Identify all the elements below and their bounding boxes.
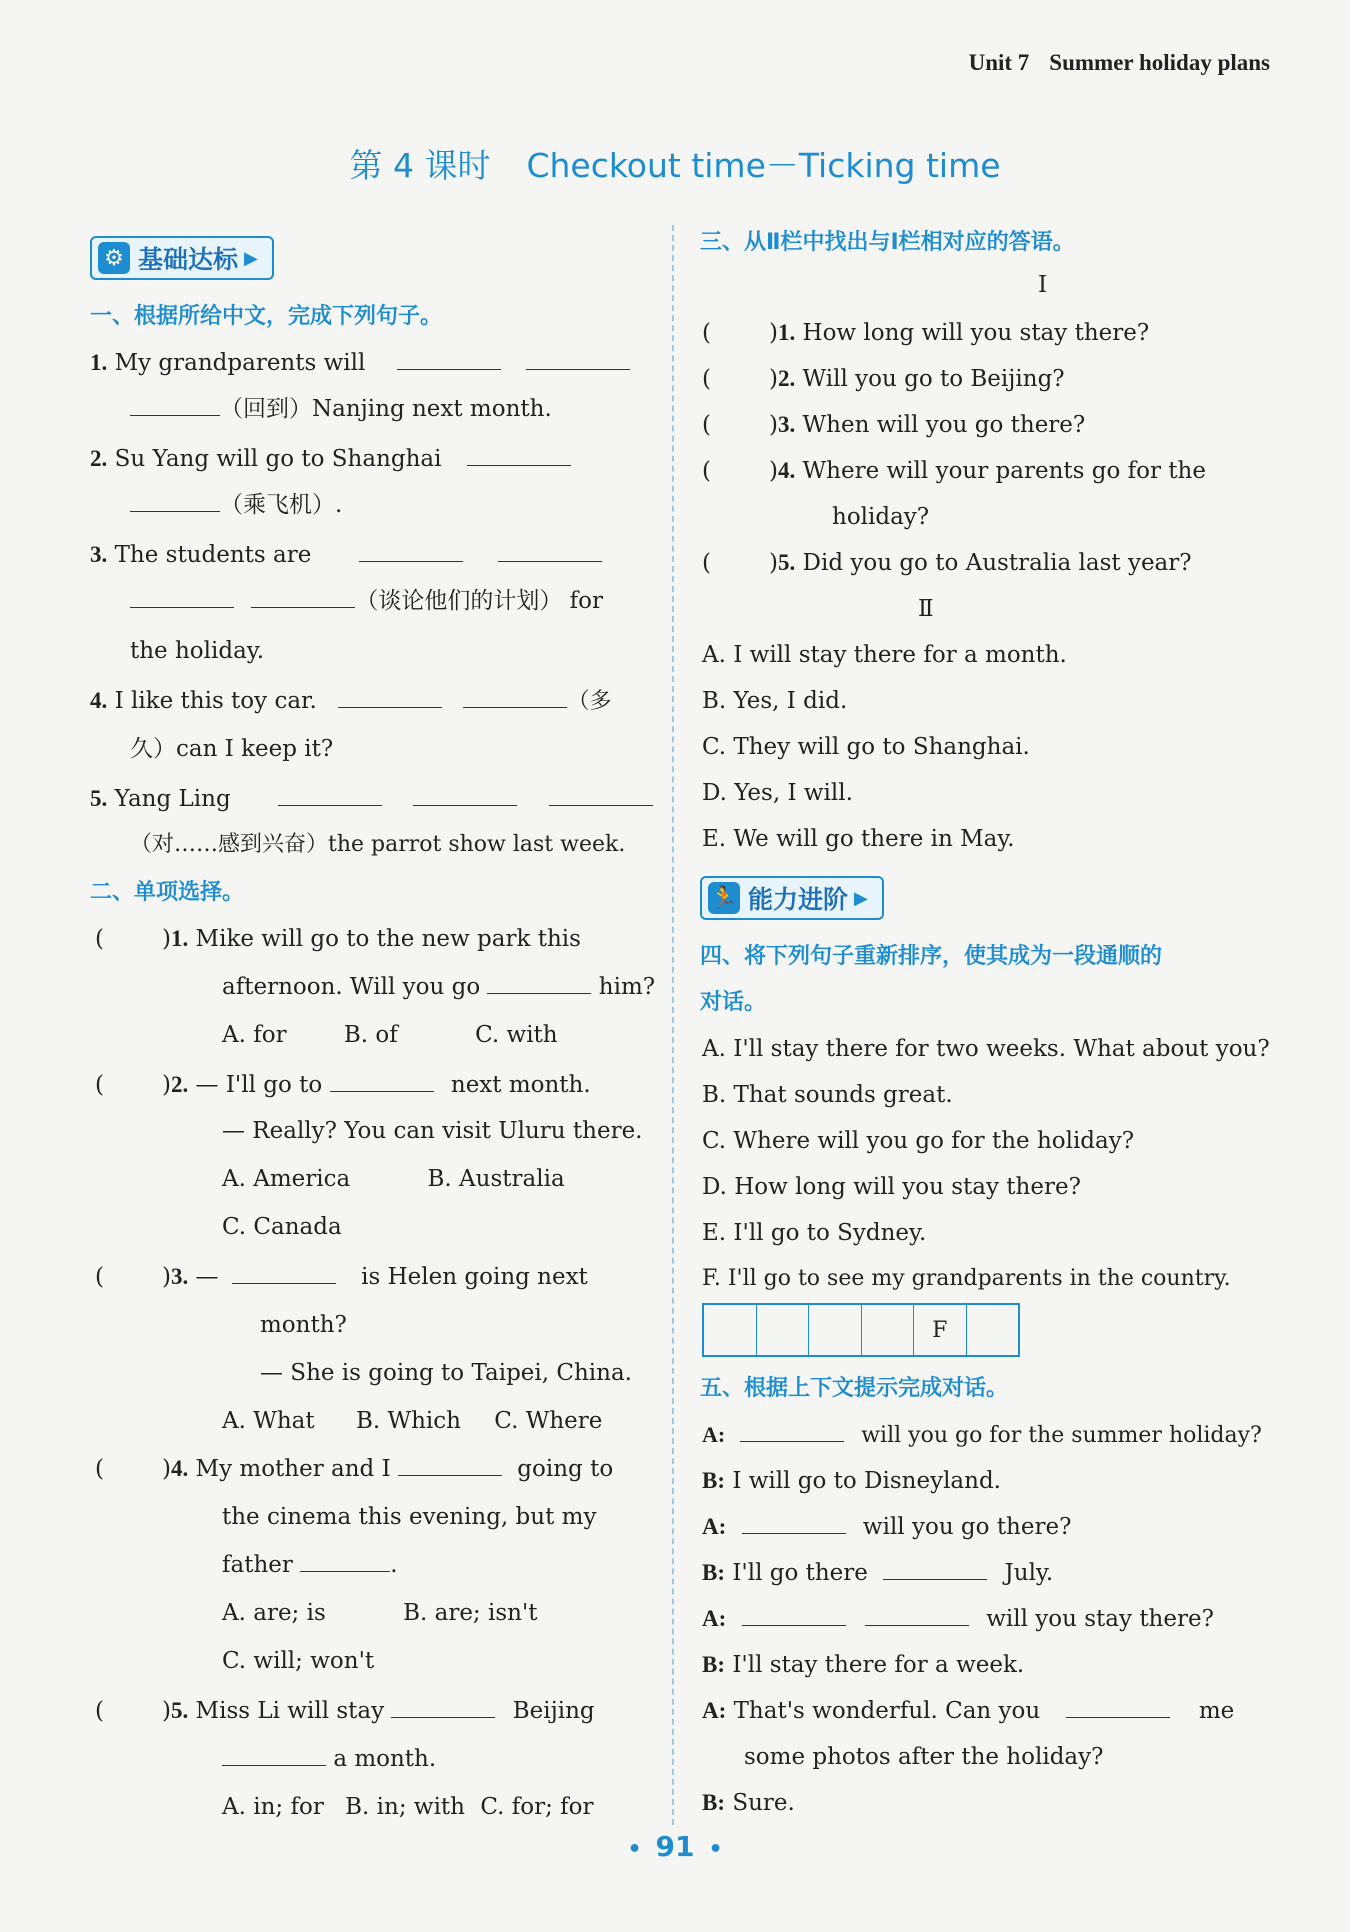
p1-line-2: （回到）Nanjing next month. <box>130 386 552 432</box>
col2-label: Ⅱ <box>918 596 934 622</box>
p4-sentence-f: F. I'll go to see my grandparents in the country. <box>702 1266 1231 1291</box>
blank[interactable] <box>232 1261 336 1284</box>
option-a[interactable]: A. for <box>222 1022 287 1048</box>
blank[interactable] <box>1066 1695 1170 1718</box>
p3-answer-e: E. We will go there in May. <box>702 826 1015 852</box>
blank[interactable] <box>222 1743 326 1766</box>
option-c[interactable]: C. for; for <box>480 1794 594 1820</box>
lesson-prefix: 第 4 课时 <box>349 146 491 185</box>
p1-line-7: the holiday. <box>130 638 265 664</box>
p3-q5: ( )5. Did you go to Australia last year? <box>702 550 1192 576</box>
blank[interactable] <box>359 539 463 562</box>
blank[interactable] <box>467 443 571 466</box>
answer-cell[interactable] <box>862 1305 915 1355</box>
blank[interactable] <box>391 1695 495 1718</box>
running-head <box>969 50 1270 76</box>
p1-line-4: （乘飞机）. <box>130 482 342 528</box>
col1-label: Ⅰ <box>1038 272 1048 298</box>
advanced-badge-label: 能力进阶 <box>748 885 849 914</box>
answer-cell[interactable] <box>757 1305 810 1355</box>
option-c[interactable]: C. with <box>475 1022 558 1048</box>
blank[interactable] <box>487 971 591 994</box>
p5-line-8: some photos after the holiday? <box>744 1744 1104 1770</box>
blank[interactable] <box>338 685 442 708</box>
p5-line-6: B: I'll stay there for a week. <box>702 1652 1025 1678</box>
p1-line-1: 1. My grandparents will <box>90 340 630 386</box>
p5-line-1: A: will you go for the summer holiday? <box>702 1412 1262 1459</box>
p3-answer-b: B. Yes, I did. <box>702 688 848 714</box>
part4-title-1: 四、将下列句子重新排序，使其成为一段通顺的 <box>700 944 1163 969</box>
part3-title: 三、从Ⅱ栏中找出与Ⅰ栏相对应的答语。 <box>700 230 1075 255</box>
p2-q1-options <box>222 1012 558 1058</box>
p1-line-11: （对……感到兴奋）the parrot show last week. <box>130 832 626 857</box>
p5-line-5: A: will you stay there? <box>702 1596 1214 1642</box>
blank[interactable] <box>413 783 517 806</box>
p2-q4-options <box>222 1590 538 1636</box>
p2-q2-options <box>222 1156 565 1202</box>
advanced-badge <box>700 876 884 920</box>
blank[interactable] <box>330 1069 434 1092</box>
p4-sentence-e: E. I'll go to Sydney. <box>702 1220 927 1246</box>
p2-q4-line1: ( )4. My mother and I going to <box>95 1446 613 1492</box>
blank[interactable] <box>463 685 567 708</box>
option-a[interactable]: A. in; for <box>222 1794 324 1820</box>
unit-label: Unit 7 <box>968 50 1030 75</box>
option-c[interactable]: C. Where <box>494 1408 603 1434</box>
basic-badge <box>90 236 274 280</box>
p1-line-10: 5. Yang Ling <box>90 776 653 822</box>
option-a[interactable]: A. are; is <box>222 1600 326 1626</box>
p2-q5-line2: a month. <box>222 1736 436 1782</box>
part1-title: 一、根据所给中文，完成下列句子。 <box>90 304 443 329</box>
p2-q4-option-c[interactable]: C. will; won't <box>222 1648 375 1674</box>
option-b[interactable]: B. in; with <box>345 1794 465 1820</box>
page-number: • 91 • <box>627 1830 723 1863</box>
p2-q4-line2: the cinema this evening, but my <box>222 1504 597 1530</box>
p5-line-7: A: That's wonderful. Can you me <box>702 1688 1234 1734</box>
p3-q3: ( )3. When will you go there? <box>702 412 1086 438</box>
option-b[interactable]: B. of <box>343 1022 398 1048</box>
answer-cell[interactable]: F <box>914 1305 967 1355</box>
p5-line-4: B: I'll go there July. <box>702 1550 1053 1596</box>
option-b[interactable]: B. are; isn't <box>403 1600 538 1626</box>
p1-line-3: 2. Su Yang will go to Shanghai <box>90 436 571 482</box>
p2-q1-line2: afternoon. Will you go him? <box>222 964 655 1010</box>
p5-line-2: B: I will go to Disneyland. <box>702 1468 1001 1494</box>
unit-topic: Summer holiday plans <box>1049 50 1270 75</box>
blank[interactable] <box>742 1603 846 1626</box>
blank[interactable] <box>742 1511 846 1534</box>
gear-icon: ⚙ <box>98 242 130 274</box>
p5-line-3: A: will you go there? <box>702 1504 1071 1550</box>
p2-q3-options <box>222 1398 602 1444</box>
lesson-name: Checkout time－Ticking time <box>526 146 1001 185</box>
p3-answer-c: C. They will go to Shanghai. <box>702 734 1030 760</box>
runner-icon: 🏃 <box>708 882 740 914</box>
p2-q2-option-c[interactable]: C. Canada <box>222 1214 342 1240</box>
part2-title: 二、单项选择。 <box>90 880 245 905</box>
answer-cell[interactable] <box>809 1305 862 1355</box>
blank[interactable] <box>397 347 501 370</box>
blank[interactable] <box>130 393 220 416</box>
answer-cell[interactable] <box>704 1305 757 1355</box>
p2-q2-line2: — Really? You can visit Uluru there. <box>222 1118 643 1144</box>
blank[interactable] <box>526 347 630 370</box>
p2-q3-line3: — She is going to Taipei, China. <box>260 1360 632 1386</box>
option-a[interactable]: A. What <box>222 1408 315 1434</box>
p3-answer-a: A. I will stay there for a month. <box>702 642 1067 668</box>
p4-sentence-b: B. That sounds great. <box>702 1082 953 1108</box>
p1-line-8: 4. I like this toy car. （多 <box>90 678 611 725</box>
p3-q4: ( )4. Where will your parents go for the <box>702 458 1206 484</box>
p5-line-9: B: Sure. <box>702 1790 795 1816</box>
blank[interactable] <box>740 1419 844 1442</box>
blank[interactable] <box>498 539 602 562</box>
p4-sentence-c: C. Where will you go for the holiday? <box>702 1128 1135 1154</box>
p2-q1-line1: ( )1. Mike will go to the new park this <box>95 926 581 952</box>
part4-title-2: 对话。 <box>700 990 767 1015</box>
blank[interactable] <box>130 585 234 608</box>
blank[interactable] <box>549 783 653 806</box>
p3-answer-d: D. Yes, I will. <box>702 780 853 806</box>
p3-q1: ( )1. How long will you stay there? <box>702 320 1150 346</box>
p2-q4-line3: father . <box>222 1542 398 1588</box>
blank[interactable] <box>300 1549 390 1572</box>
p4-sentence-a: A. I'll stay there for two weeks. What about you? <box>702 1036 1270 1062</box>
part5-title: 五、根据上下文提示完成对话。 <box>700 1376 1009 1401</box>
blank[interactable] <box>865 1603 969 1626</box>
p1-line-5: 3. The students are <box>90 532 602 578</box>
play-arrow-icon: ▶ <box>244 247 258 269</box>
basic-badge-label: 基础达标 <box>138 245 239 274</box>
p1-line-9: 久）can I keep it? <box>130 736 334 762</box>
p2-q3-line1: ( )3. — is Helen going next <box>95 1254 588 1300</box>
option-a[interactable]: A. America <box>222 1166 351 1192</box>
blank[interactable] <box>398 1453 502 1476</box>
p3-q4-cont: holiday? <box>832 504 930 530</box>
p3-q2: ( )2. Will you go to Beijing? <box>702 366 1065 392</box>
answer-cell[interactable] <box>967 1305 1019 1355</box>
p2-q3-line2: month? <box>260 1312 347 1338</box>
blank[interactable] <box>883 1557 987 1580</box>
lesson-title <box>0 140 1350 187</box>
p2-q5-line1: ( )5. Miss Li will stay Beijing <box>95 1688 595 1734</box>
option-b[interactable]: B. Australia <box>427 1166 565 1192</box>
p2-q2-line1: ( )2. — I'll go to next month. <box>95 1062 591 1108</box>
column-divider <box>672 225 674 1825</box>
blank[interactable] <box>130 489 220 512</box>
play-arrow-icon: ▶ <box>854 887 868 909</box>
blank[interactable] <box>278 783 382 806</box>
option-b[interactable]: B. Which <box>355 1408 461 1434</box>
p2-q5-options <box>222 1784 593 1830</box>
p1-line-6: （谈论他们的计划） for <box>130 578 603 624</box>
p4-sentence-d: D. How long will you stay there? <box>702 1174 1081 1200</box>
blank[interactable] <box>251 585 355 608</box>
order-answer-box <box>702 1303 1020 1357</box>
